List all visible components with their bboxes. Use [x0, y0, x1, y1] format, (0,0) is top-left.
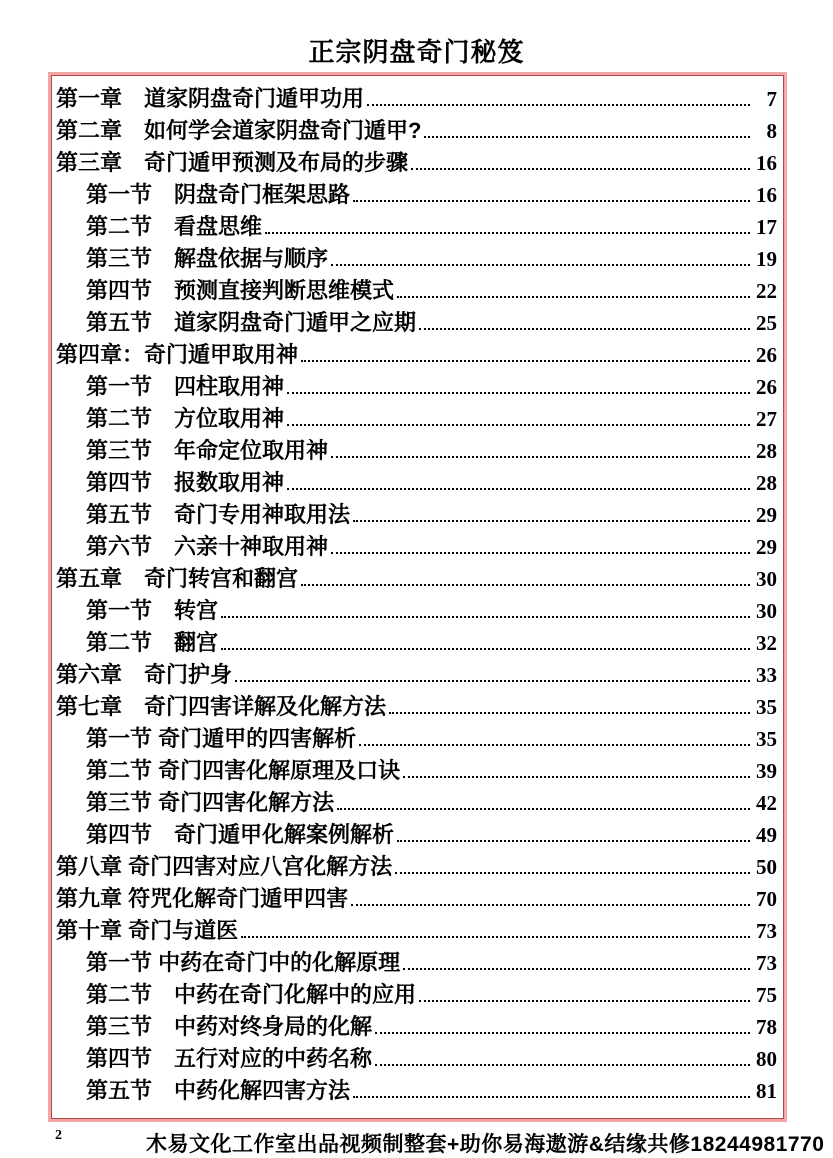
toc-entry	[56, 146, 777, 178]
toc-entry-label: 第四节 五行对应的中药名称	[86, 1046, 373, 1071]
toc-entry	[56, 786, 777, 818]
toc-list	[51, 75, 784, 1119]
toc-entry-label: 第五章 奇门转宫和翻宫	[56, 566, 299, 591]
toc-entry-label: 第六节 六亲十神取用神	[86, 534, 329, 559]
toc-entry-page: 26	[756, 375, 777, 399]
toc-entry	[56, 690, 777, 722]
toc-entry-page: 28	[756, 471, 777, 495]
dot-leader	[395, 872, 750, 874]
page-footer	[55, 1128, 825, 1158]
toc-entry	[56, 434, 777, 466]
toc-entry	[56, 562, 777, 594]
dot-leader	[331, 552, 750, 554]
dot-leader	[424, 136, 750, 138]
dot-leader	[265, 232, 750, 234]
dot-leader	[403, 776, 750, 778]
toc-entry-page: 22	[756, 279, 777, 303]
toc-entry-label: 第一节 奇门遁甲的四害解析	[86, 726, 357, 751]
toc-entry-page: 27	[756, 407, 777, 431]
toc-entry-label: 第五节 奇门专用神取用法	[86, 502, 351, 527]
toc-entry-page: 19	[756, 247, 777, 271]
toc-entry-label: 第八章 奇门四害对应八宫化解方法	[56, 854, 393, 879]
toc-entry-page: 7	[766, 87, 777, 111]
toc-entry	[56, 1042, 777, 1074]
dot-leader	[241, 936, 750, 938]
toc-entry-page: 75	[756, 983, 777, 1007]
dot-leader	[353, 520, 750, 522]
toc-entry-page: 81	[756, 1079, 777, 1103]
toc-entry-label: 第三节 解盘依据与顺序	[86, 246, 329, 271]
toc-entry-page: 17	[756, 215, 777, 239]
toc-entry-label: 第二节 中药在奇门化解中的应用	[86, 982, 417, 1007]
toc-entry-label: 第二节 看盘思维	[86, 214, 263, 239]
dot-leader	[353, 200, 750, 202]
toc-entry	[56, 82, 777, 114]
toc-entry	[56, 626, 777, 658]
toc-entry-label: 第二章 如何学会道家阴盘奇门遁甲?	[56, 118, 422, 143]
dot-leader	[411, 168, 750, 170]
toc-entry-page: 42	[756, 791, 777, 815]
toc-entry	[56, 274, 777, 306]
toc-entry-label: 第六章 奇门护身	[56, 662, 233, 687]
toc-entry-page: 50	[756, 855, 777, 879]
toc-entry-page: 29	[756, 535, 777, 559]
toc-entry-page: 26	[756, 343, 777, 367]
dot-leader	[337, 808, 750, 810]
toc-entry-label: 第一节 阴盘奇门框架思路	[86, 182, 351, 207]
toc-entry	[56, 466, 777, 498]
dot-leader	[397, 840, 750, 842]
toc-entry-label: 第二节 翻宫	[86, 630, 219, 655]
toc-entry-label: 第三节 奇门四害化解方法	[86, 790, 335, 815]
dot-leader	[419, 328, 750, 330]
dot-leader	[375, 1064, 750, 1066]
dot-leader	[301, 584, 750, 586]
dot-leader	[221, 616, 750, 618]
toc-entry-page: 39	[756, 759, 777, 783]
dot-leader	[419, 1000, 750, 1002]
toc-entry-label: 第二节 方位取用神	[86, 406, 285, 431]
toc-entry-label: 第五节 道家阴盘奇门遁甲之应期	[86, 310, 417, 335]
toc-entry-label: 第七章 奇门四害详解及化解方法	[56, 694, 387, 719]
toc-border-box	[48, 72, 787, 1122]
dot-leader	[235, 680, 750, 682]
toc-entry-page: 16	[756, 151, 777, 175]
dot-leader	[221, 648, 750, 650]
toc-entry	[56, 946, 777, 978]
toc-entry-page: 25	[756, 311, 777, 335]
toc-entry-page: 8	[766, 119, 777, 143]
toc-entry-label: 第四章：奇门遁甲取用神	[56, 342, 299, 367]
toc-entry-label: 第一节 中药在奇门中的化解原理	[86, 950, 401, 975]
dot-leader	[331, 264, 750, 266]
toc-entry-page: 32	[756, 631, 777, 655]
toc-entry	[56, 210, 777, 242]
dot-leader	[389, 712, 750, 714]
toc-entry-page: 30	[756, 567, 777, 591]
toc-entry	[56, 114, 777, 146]
toc-entry-page: 35	[756, 727, 777, 751]
toc-entry	[56, 914, 777, 946]
toc-entry	[56, 1010, 777, 1042]
toc-entry-page: 35	[756, 695, 777, 719]
dot-leader	[397, 296, 750, 298]
toc-entry-page: 80	[756, 1047, 777, 1071]
dot-leader	[331, 456, 750, 458]
toc-entry	[56, 882, 777, 914]
toc-entry	[56, 498, 777, 530]
toc-entry-label: 第二节 奇门四害化解原理及口诀	[86, 758, 401, 783]
toc-entry	[56, 1074, 777, 1106]
toc-entry-page: 70	[756, 887, 777, 911]
dot-leader	[375, 1032, 750, 1034]
toc-entry	[56, 338, 777, 370]
toc-entry-label: 第十章 奇门与道医	[56, 918, 239, 943]
dot-leader	[287, 424, 750, 426]
toc-entry	[56, 818, 777, 850]
footnote-marker: 2	[55, 1128, 62, 1143]
dot-leader	[367, 104, 750, 106]
dot-leader	[301, 360, 750, 362]
page-title: 正宗阴盘奇门秘笈	[308, 37, 525, 67]
toc-entry-page: 29	[756, 503, 777, 527]
toc-entry-label: 第四节 预测直接判断思维模式	[86, 278, 395, 303]
toc-entry-label: 第四节 报数取用神	[86, 470, 285, 495]
toc-entry	[56, 850, 777, 882]
toc-entry-page: 30	[756, 599, 777, 623]
toc-entry-label: 第五节 中药化解四害方法	[86, 1078, 351, 1103]
toc-entry	[56, 402, 777, 434]
dot-leader	[359, 744, 750, 746]
dot-leader	[351, 904, 750, 906]
toc-entry-label: 第一章 道家阴盘奇门遁甲功用	[56, 86, 365, 111]
toc-entry-page: 28	[756, 439, 777, 463]
dot-leader	[353, 1096, 750, 1098]
toc-entry-label: 第三节 中药对终身局的化解	[86, 1014, 373, 1039]
toc-entry-label: 第四节 奇门遁甲化解案例解析	[86, 822, 395, 847]
toc-entry-page: 78	[756, 1015, 777, 1039]
toc-entry-page: 73	[756, 919, 777, 943]
toc-entry-page: 16	[756, 183, 777, 207]
toc-entry	[56, 306, 777, 338]
toc-entry	[56, 722, 777, 754]
toc-entry	[56, 754, 777, 786]
toc-entry-label: 第三章 奇门遁甲预测及布局的步骤	[56, 150, 409, 175]
toc-entry	[56, 594, 777, 626]
toc-entry	[56, 370, 777, 402]
toc-entry-label: 第九章 符咒化解奇门遁甲四害	[56, 886, 349, 911]
toc-entry-label: 第一节 转宫	[86, 598, 219, 623]
toc-entry	[56, 658, 777, 690]
dot-leader	[403, 968, 750, 970]
dot-leader	[287, 488, 750, 490]
toc-entry	[56, 178, 777, 210]
toc-entry-page: 33	[756, 663, 777, 687]
dot-leader	[287, 392, 750, 394]
toc-entry-page: 73	[756, 951, 777, 975]
toc-entry	[56, 978, 777, 1010]
toc-entry	[56, 530, 777, 562]
toc-entry-page: 49	[756, 823, 777, 847]
toc-entry-label: 第一节 四柱取用神	[86, 374, 285, 399]
footer-text: 木易文化工作室出品视频制整套+助你易海遨游&结缘共修18244981770	[146, 1133, 825, 1156]
toc-entry	[56, 242, 777, 274]
toc-entry-label: 第三节 年命定位取用神	[86, 438, 329, 463]
